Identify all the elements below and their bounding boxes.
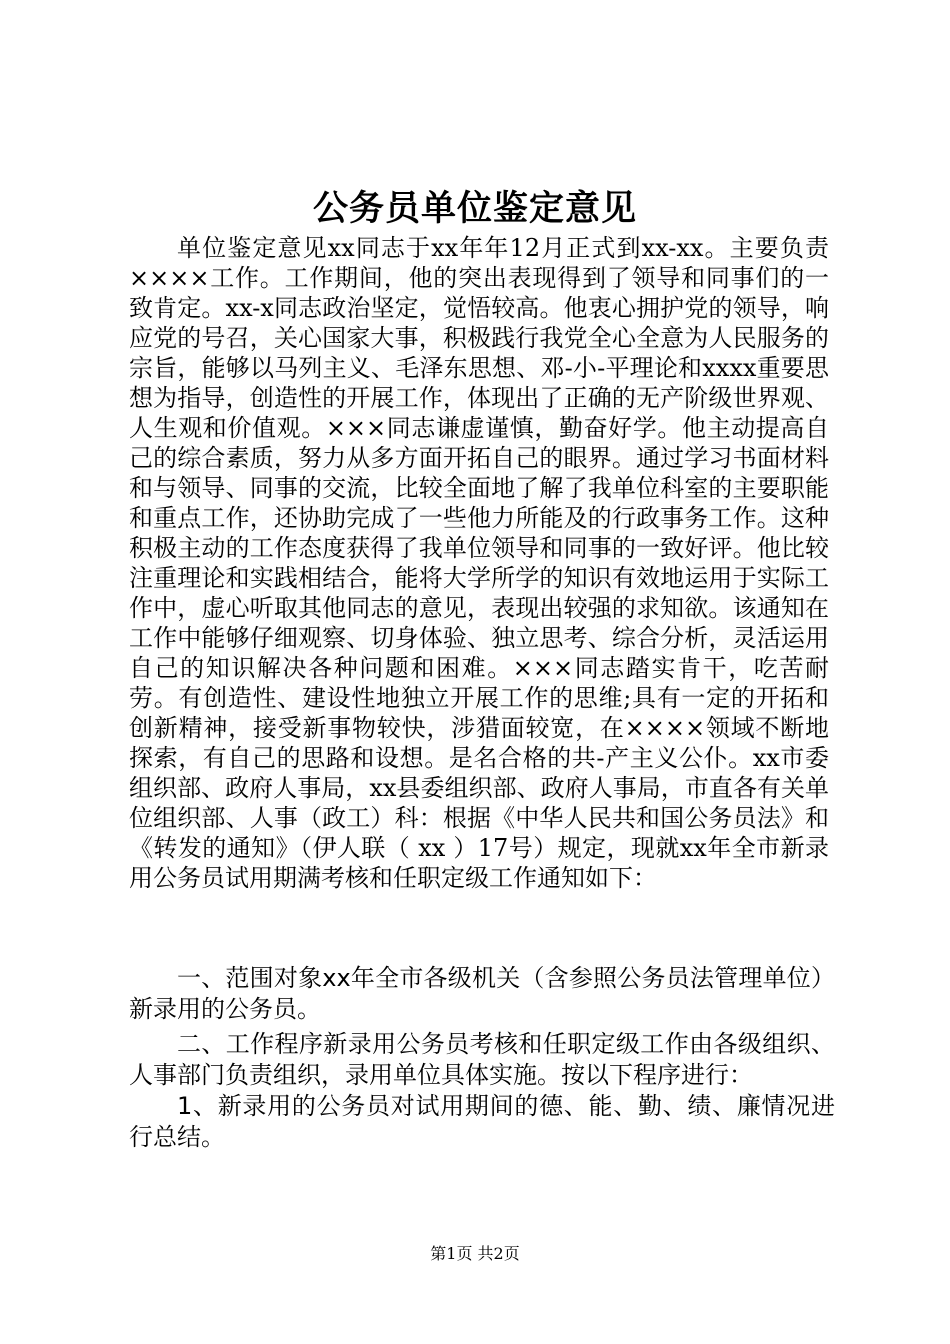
- document-title: 公务员单位鉴定意见: [312, 189, 637, 229]
- page-footer: 第1页 共2页: [430, 1244, 520, 1263]
- section-step-1: 1、新录用的公务员对试用期间的德、能、勤、绩、廉情况进行总结。: [129, 1092, 835, 1151]
- body-paragraph: 单位鉴定意见xx同志于xx年年12月正式到xx-xx。主要负责××××工作。工作期间，他的突出表现得到了领导和同事们的一致肯定。xx-x同志政治坚定，觉悟较高。他衷心拥护党的领导，响应党的号召，关心国家大事，积极践行我党全心全意为人民服务的宗旨，能够以马列主义、毛泽东思想、邓-小-平理论和xxxx重要思想为指导，创造性的开展工作，体现出了正确的无产阶级世界观、人生观和价值观。×××同志谦虚谨慎，勤奋好学。他主动提高自己的综合素质，努力从多方面开拓自己的眼界。通过学习书面材料和与领导、同事的交流，比较全面地了解了我单位科室的主要职能和重点工作，还协助完成了一些他力所能及的行政事务工作。这种积极主动的工作态度获得了我单位领导和同事的一致好评。他比较注重理论和实践相结合，能将大学所学的知识有效地运用于实际工作中，虚心听取其他同志的意见，表现出较强的求知欲。该通知在工作中能够仔细观察、切身体验、独立思考、综合分析，灵活运用自己的知识解决各种问题和困难。×××同志踏实肯干，吃苦耐劳。有创造性、建设性地独立开展工作的思维;具有一定的开拓和创新精神，接受新事物较快，涉猎面较宽，在××××领域不断地探索，有自己的思路和设想。是名合格的共-产主义公仆。xx市委组织部、政府人事局，xx县委组织部、政府人事局，市直各有关单位组织部、人事（政工）科：根据《中华人民共和国公务员法》和《转发的通知》（伊人联（ xx ）17号）规定，现就xx年全市新录用公务员试用期满考核和任职定级工作通知如下：: [129, 234, 829, 892]
- section-scope: 一、范围对象xx年全市各级机关（含参照公务员法管理单位）新录用的公务员。: [129, 964, 835, 1023]
- section-procedure: 二、工作程序新录用公务员考核和任职定级工作由各级组织、人事部门负责组织，录用单位具体实施。按以下程序进行：: [129, 1030, 835, 1089]
